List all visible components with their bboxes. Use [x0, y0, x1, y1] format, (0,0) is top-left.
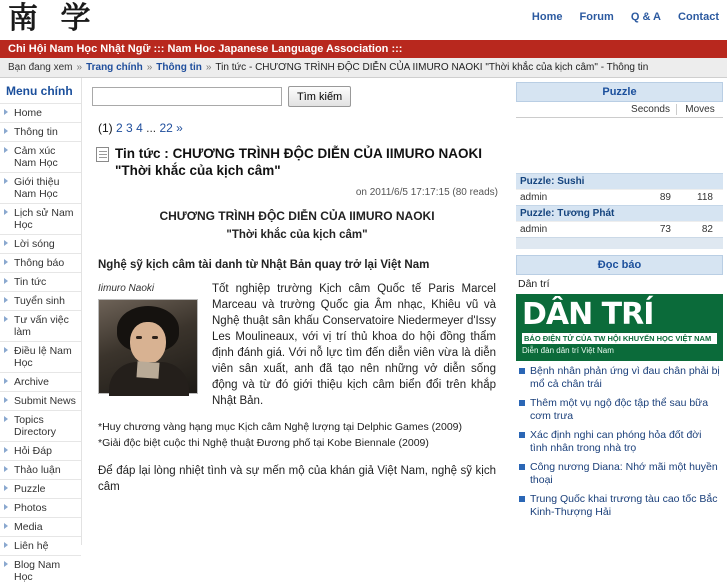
list-item[interactable] [518, 365, 721, 397]
puzzle-seconds: 73 [659, 224, 671, 235]
list-item[interactable] [518, 493, 721, 525]
docbao-source-label: Dân trí [518, 278, 550, 290]
news-link[interactable]: Xác định nghi can phóng hỏa đốt đời tình nhân trong nhà trọ [530, 429, 702, 454]
puzzle-col-moves: Moves [685, 104, 715, 115]
article-award-1: *Huy chương vàng hạng mục Kịch câm Nghệ lượng tại Delphic Games (2009) [98, 421, 463, 433]
breadcrumb-sep-3: » [205, 62, 212, 73]
sidebar-item-photos[interactable] [0, 498, 81, 517]
docbao-panel [516, 255, 723, 525]
arrow-icon [4, 240, 8, 246]
puzzle-moves: 82 [701, 224, 713, 235]
sidebar-item-label[interactable]: Home [14, 107, 43, 119]
photo-eye-right [152, 336, 158, 339]
nav-contact[interactable]: Contact [678, 11, 719, 23]
sidebar-item-label[interactable]: Tuyển sinh [14, 295, 65, 307]
sidebar-item-label[interactable]: Media [14, 521, 43, 533]
sidebar-item-label[interactable]: Giới thiệu Nam Học [14, 176, 60, 200]
article-meta: on 2011/6/5 17:17:15 (80 reads) [355, 187, 498, 198]
photo-face [130, 322, 166, 364]
puzzle-seconds: 89 [659, 192, 671, 203]
sidebar-item-loi-song[interactable] [0, 234, 81, 253]
sidebar-item-archive[interactable] [0, 372, 81, 391]
search-input[interactable] [92, 87, 282, 106]
breadcrumb-sep-2: » [146, 62, 153, 73]
sidebar-item-label[interactable]: Puzzle [14, 483, 46, 495]
sidebar-item-label[interactable]: Điều lệ Nam Học [14, 345, 72, 369]
breadcrumb [0, 58, 727, 78]
sidebar-item-label[interactable]: Thảo luận [14, 464, 61, 476]
sidebar-item-hoi-dap[interactable] [0, 441, 81, 460]
site-logo: 南 学 [8, 1, 97, 36]
article-header [88, 137, 506, 179]
nav-home[interactable]: Home [531, 11, 563, 23]
news-link[interactable]: Thêm một vụ ngộ độc tập thể sau bữa cơm trưa [530, 397, 709, 422]
article-paragraph-2: Để đáp lại lòng nhiệt tình và sự mến mộ của khán giả Việt Nam, nghệ sỹ kịch câm [98, 465, 496, 493]
sidebar-item-label[interactable]: Tư vấn việc làm [14, 314, 69, 338]
sidebar-title: Menu chính [6, 84, 73, 98]
main-content [82, 78, 512, 545]
pager-page-4[interactable]: 4 [136, 121, 143, 135]
sidebar-item-label[interactable]: Submit News [14, 395, 76, 407]
article-lead: Nghệ sỹ kịch câm tài danh từ Nhật Bản quay trở lại Việt Nam [98, 259, 430, 271]
sidebar-item-submit-news[interactable] [0, 391, 81, 410]
breadcrumb-item-section[interactable]: Thông tin [156, 62, 202, 73]
puzzle-player: admin [520, 224, 548, 235]
association-banner: Chi Hội Nam Học Nhật Ngữ ::: Nam Hoc Japanese Language Association ::: [0, 40, 727, 58]
sidebar-item-label[interactable]: Cảm xúc Nam Học [14, 145, 58, 169]
news-link[interactable]: Bệnh nhân phản ứng vì đau chân phải bị mổ cả chân trái [530, 365, 720, 390]
puzzle-player: admin [520, 192, 548, 203]
breadcrumb-item-current: Tin tức - CHƯƠNG TRÌNH ĐỘC DIỄN CỦA IIMURO NAOKI "Thời khắc của kịch câm" - Thông tin [215, 62, 649, 73]
arrow-icon [4, 447, 8, 453]
sidebar-item-label[interactable]: Tin tức [14, 276, 47, 288]
arrow-icon [4, 209, 8, 215]
pager-page-22[interactable]: 22 [159, 121, 173, 135]
sidebar-item-thong-bao[interactable] [0, 253, 81, 272]
list-item[interactable] [518, 429, 721, 461]
bullet-square-icon [519, 496, 525, 502]
nav-forum[interactable]: Forum [579, 11, 614, 23]
article-body [88, 198, 506, 495]
docbao-panel-title: Đọc báo [516, 255, 723, 275]
right-sidebar [512, 78, 727, 545]
pager-current: (1) [98, 121, 113, 135]
page-layout [0, 78, 727, 583]
puzzle-panel-title: Puzzle [516, 82, 723, 102]
breadcrumb-prefix: Bạn đang xem [8, 62, 73, 73]
arrow-icon [4, 504, 8, 510]
article-kicker: Tin tức [115, 146, 161, 161]
sidebar [0, 78, 82, 583]
arrow-icon [4, 523, 8, 529]
bullet-square-icon [519, 432, 525, 438]
sidebar-item-label[interactable]: Archive [14, 376, 50, 388]
arrow-icon [4, 278, 8, 284]
page-title: CHƯƠNG TRÌNH ĐỘC DIỄN CỦA IIMURO NAOKI "Thời khắc của kịch câm" [115, 146, 483, 178]
sidebar-menu [0, 103, 81, 586]
arrow-icon [4, 485, 8, 491]
sidebar-item-label[interactable]: Lịch sử Nam Học [14, 207, 74, 231]
sidebar-item-label[interactable]: Lời sóng [14, 238, 55, 250]
sidebar-item-lien-he[interactable] [0, 536, 81, 555]
document-icon [96, 147, 109, 162]
search-bar [88, 78, 506, 111]
arrow-icon [4, 397, 8, 403]
bullet-square-icon [519, 368, 525, 374]
arrow-icon [4, 542, 8, 548]
sidebar-item-label[interactable]: Hỏi Đáp [14, 445, 52, 457]
dantri-subtitle-2: Diễn đàn dân trí Việt Nam [522, 346, 614, 355]
article-paragraph-1: Tốt nghiệp trường Kịch câm Quốc tế Paris Marcel Marceau và trường Quốc gia Âm nhạc, Khiêu vũ và Nghệ thuật sân khấu Conservatoire Niedermeyer d'Issy Les Moulineaux, với vị trí thủ khoa do hội đồng thẩm định đánh giá. Với nỗ lực tìm đến diễn viên vừa là diễn viên sân xuất, anh đã tạo nên những vở diễn sống động và từ đó giới thiệu kịch câm biển đổi trên khắp Nhật Bản. [212, 283, 496, 407]
arrow-icon [4, 109, 8, 115]
pagination [88, 111, 506, 137]
search-button[interactable]: Tìm kiếm [288, 86, 351, 107]
sidebar-item-dieu-le[interactable] [0, 341, 81, 372]
puzzle-group-title: Puzzle: Sushi [516, 173, 723, 189]
arrow-icon [4, 347, 8, 353]
article-photo-block [98, 281, 202, 394]
sidebar-item-label[interactable]: Thông báo [14, 257, 65, 269]
article-separator: : [164, 146, 169, 161]
photo-caption: Iimuro Naoki [98, 283, 155, 294]
docbao-news-list [516, 361, 723, 525]
portrait-photo [98, 299, 198, 394]
sidebar-item-label[interactable]: Thông tin [14, 126, 58, 138]
puzzle-col-seconds: Seconds [625, 104, 677, 115]
puzzle-group-title: Puzzle: Tương Phát [516, 205, 723, 221]
article-title-block [115, 145, 502, 179]
breadcrumb-sep-1: » [76, 62, 83, 73]
arrow-icon [4, 178, 8, 184]
news-link[interactable]: Công nương Diana: Nhớ mãi một huyền thoại [530, 461, 718, 486]
sidebar-item-label[interactable]: Blog Nam Học [14, 559, 61, 583]
puzzle-column-headers [516, 102, 723, 118]
arrow-icon [4, 147, 8, 153]
sidebar-item-label[interactable]: Topics Directory [14, 414, 57, 438]
sidebar-item-tin-tuc[interactable] [0, 272, 81, 291]
bullet-square-icon [519, 400, 525, 406]
list-item[interactable] [518, 461, 721, 493]
dantri-banner[interactable] [516, 294, 723, 361]
pager-page-2[interactable]: 2 [116, 121, 123, 135]
nav-qa[interactable]: Q & A [630, 11, 661, 23]
sidebar-item-thong-tin[interactable] [0, 122, 81, 141]
dantri-logo: DÂN TRÍ [522, 297, 654, 332]
sidebar-item-puzzle[interactable] [0, 479, 81, 498]
sidebar-item-topics-directory[interactable] [0, 410, 81, 441]
puzzle-blank-area [516, 118, 723, 173]
pager-page-3[interactable]: 3 [126, 121, 133, 135]
pager-next[interactable]: » [176, 121, 183, 135]
breadcrumb-item-home[interactable]: Trang chính [86, 62, 143, 73]
sidebar-item-gioi-thieu[interactable] [0, 172, 81, 203]
news-link[interactable]: Trung Quốc khai trương tàu cao tốc Bắc Kinh-Thượng Hải [530, 493, 718, 518]
sidebar-item-label[interactable]: Photos [14, 502, 47, 514]
photo-eye-left [136, 336, 142, 339]
list-item[interactable] [518, 397, 721, 429]
sidebar-item-home[interactable] [0, 103, 81, 122]
sidebar-item-cam-xuc[interactable] [0, 141, 81, 172]
site-header [0, 0, 727, 40]
sidebar-item-blog[interactable] [0, 555, 81, 586]
puzzle-score-row [516, 221, 723, 237]
article-heading-1: CHƯƠNG TRÌNH ĐỘC DIỄN CỦA IIMURO NAOKI [159, 209, 435, 223]
sidebar-item-media[interactable] [0, 517, 81, 536]
arrow-icon [4, 259, 8, 265]
article-award-2: *Giải độc biệt cuộc thi Nghệ thuật Đương phố tại Kobe Biennale (2009) [98, 437, 429, 449]
bullet-square-icon [519, 464, 525, 470]
puzzle-score-row [516, 189, 723, 205]
article-heading-2: "Thời khắc của kịch câm" [226, 229, 368, 241]
arrow-icon [4, 316, 8, 322]
sidebar-item-tu-van[interactable] [0, 310, 81, 341]
photo-collar [136, 361, 159, 378]
arrow-icon [4, 466, 8, 472]
puzzle-panel [516, 82, 723, 249]
pager-ellipsis: ... [146, 121, 157, 135]
sidebar-item-label[interactable]: Liên hệ [14, 540, 49, 552]
arrow-icon [4, 297, 8, 303]
arrow-icon [4, 378, 8, 384]
puzzle-moves: 118 [697, 192, 713, 203]
arrow-icon [4, 561, 8, 567]
arrow-icon [4, 128, 8, 134]
top-navigation [518, 11, 719, 23]
sidebar-item-thao-luan[interactable] [0, 460, 81, 479]
arrow-icon [4, 416, 8, 422]
sidebar-item-tuyen-sinh[interactable] [0, 291, 81, 310]
dantri-subtitle-1: BÁO ĐIỆN TỬ CỦA TW HỘI KHUYẾN HỌC VIỆT NAM [522, 333, 717, 344]
puzzle-footer-spacer [516, 237, 723, 249]
sidebar-item-lich-su[interactable] [0, 203, 81, 234]
